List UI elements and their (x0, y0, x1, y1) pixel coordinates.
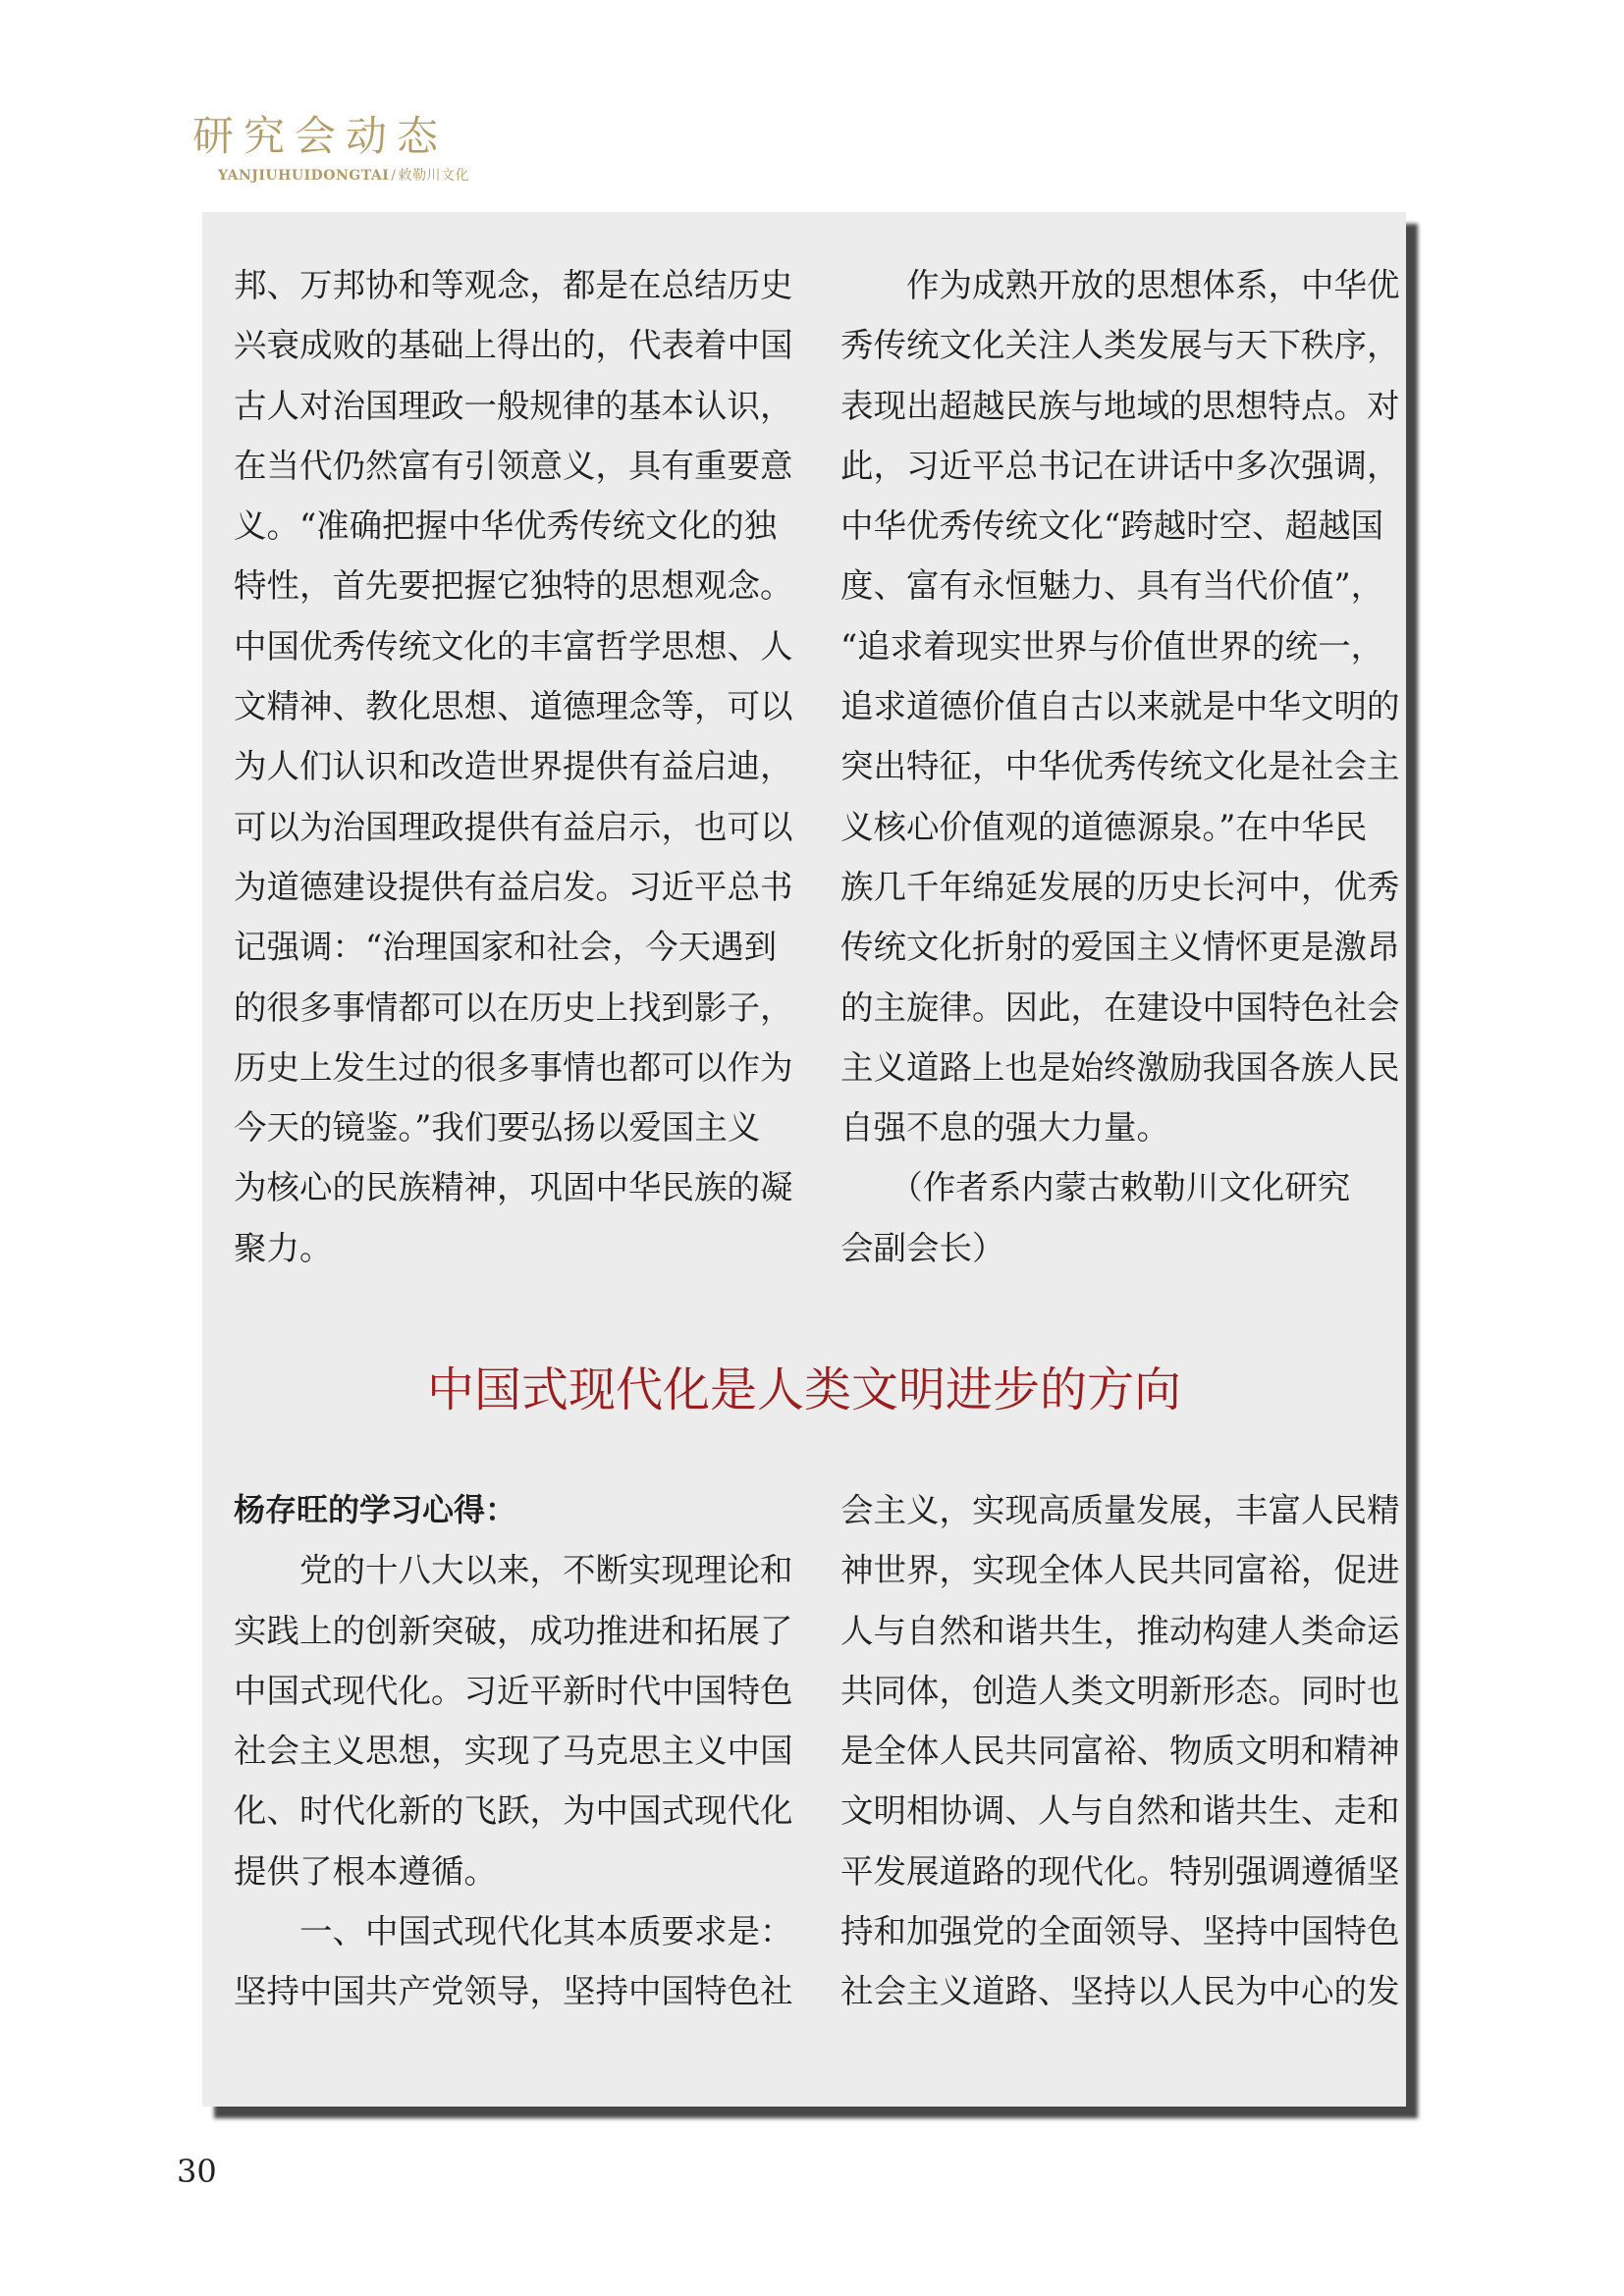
text-line: 秀传统文化关注人类发展与天下秩序， (840, 326, 1400, 365)
text-line: 一、中国式现代化其本质要求是： (234, 1912, 793, 1951)
text-line: 自强不息的强大力量。 (840, 1108, 1169, 1148)
article-title: 中国式现代化是人类文明进步的方向 (426, 1362, 1181, 1417)
text-line: 传统文化折射的爱国主义情怀更是激昂 (840, 928, 1400, 967)
section-subtitle-pinyin: YANJIUHUIDONGTAI (218, 168, 390, 184)
text-line: 特性，首先要把握它独特的思想观念。 (234, 566, 793, 606)
author-note-line: 会副会长） (840, 1228, 1005, 1267)
text-line: 党的十八大以来，不断实现理论和 (234, 1551, 793, 1590)
byline: 杨存旺的学习心得： (234, 1491, 517, 1528)
text-line: 共同体，创造人类文明新形态。同时也 (840, 1671, 1400, 1710)
author-note-line: （作者系内蒙古敕勒川文化研究 (840, 1168, 1351, 1207)
text-line: 文精神、教化思想、道德理念等，可以 (234, 687, 793, 726)
page-number: 30 (177, 2153, 217, 2190)
text-line: 为人们认识和改造世界提供有益启迪， (234, 747, 793, 786)
text-line: 在当代仍然富有引领意义，具有重要意 (234, 446, 793, 485)
text-line: 社会主义道路、坚持以人民为中心的发 (840, 1972, 1400, 2011)
text-line: 追求道德价值自古以来就是中华文明的 (840, 687, 1400, 726)
text-line: 义。“准确把握中华优秀传统文化的独 (234, 507, 778, 546)
article1-right-column (840, 255, 1408, 1278)
text-line: 邦、万邦协和等观念，都是在总结历史 (234, 266, 793, 304)
text-line: 为核心的民族精神，巩固中华民族的凝 (234, 1168, 793, 1207)
subtitle-separator: / (391, 168, 397, 184)
text-line: 的主旋律。因此，在建设中国特色社会 (840, 988, 1400, 1027)
text-line: 化、时代化新的飞跃，为中国式现代化 (234, 1791, 793, 1831)
article1-left-column (234, 255, 801, 1278)
text-line: 度、富有永恒魅力、具有当代价值”， (840, 566, 1384, 606)
text-line: 为道德建设提供有益启发。习近平总书 (234, 867, 793, 906)
text-line: 义核心价值观的道德源泉。”在中华民 (840, 807, 1368, 846)
text-line: 神世界，实现全体人民共同富裕，促进 (840, 1551, 1400, 1590)
text-line: “追求着现实世界与价值世界的统一， (840, 626, 1384, 666)
text-line: 文明相协调、人与自然和谐共生、走和 (840, 1791, 1400, 1831)
text-line: 族几千年绵延发展的历史长河中，优秀 (840, 867, 1400, 906)
text-line: 持和加强党的全面领导、坚持中国特色 (840, 1912, 1400, 1951)
text-line: 坚持中国共产党领导，坚持中国特色社 (234, 1972, 793, 2011)
text-line: 平发展道路的现代化。特别强调遵循坚 (840, 1851, 1400, 1891)
text-line: 中国式现代化。习近平新时代中国特色 (234, 1671, 793, 1710)
text-line: 是全体人民共同富裕、物质文明和精神 (840, 1732, 1400, 1771)
text-line: 表现出超越民族与地域的思想特点。对 (840, 386, 1400, 425)
text-line: 可以为治国理政提供有益启示，也可以 (234, 807, 793, 846)
text-line: 提供了根本遵循。 (234, 1851, 497, 1891)
article2-left-column (234, 1480, 801, 2022)
article2-right-column (840, 1480, 1408, 2022)
section-title: 研究会动态 (192, 112, 449, 160)
text-line: 古人对治国理政一般规律的基本认识， (234, 386, 793, 425)
text-line: 中华优秀传统文化“跨越时空、超越国 (840, 507, 1384, 546)
text-line: 聚力。 (234, 1228, 333, 1267)
text-line: 历史上发生过的很多事情也都可以作为 (234, 1047, 793, 1087)
text-line: 的很多事情都可以在历史上找到影子， (234, 988, 793, 1027)
text-line: 实践上的创新突破，成功推进和拓展了 (234, 1611, 793, 1650)
text-line: 主义道路上也是始终激励我国各族人民 (840, 1047, 1400, 1087)
text-line: 突出特征，中华优秀传统文化是社会主 (840, 747, 1400, 786)
text-line: 记强调：“治理国家和社会，今天遇到 (234, 928, 778, 967)
text-line: 会主义，实现高质量发展，丰富人民精 (840, 1491, 1400, 1529)
article-panel (202, 212, 1406, 2107)
text-line: 社会主义思想，实现了马克思主义中国 (234, 1732, 793, 1771)
text-line: 作为成熟开放的思想体系，中华优 (840, 266, 1400, 304)
magazine-brand: 敕勒川文化 (398, 168, 469, 184)
text-line: 兴衰成败的基础上得出的，代表着中国 (234, 326, 793, 365)
text-line: 今天的镜鉴。”我们要弘扬以爱国主义 (234, 1108, 761, 1148)
section-subtitle (218, 169, 469, 183)
text-line: 中国优秀传统文化的丰富哲学思想、人 (234, 626, 793, 666)
text-line: 此，习近平总书记在讲话中多次强调， (840, 446, 1400, 485)
text-line: 人与自然和谐共生，推动构建人类命运 (840, 1611, 1400, 1650)
